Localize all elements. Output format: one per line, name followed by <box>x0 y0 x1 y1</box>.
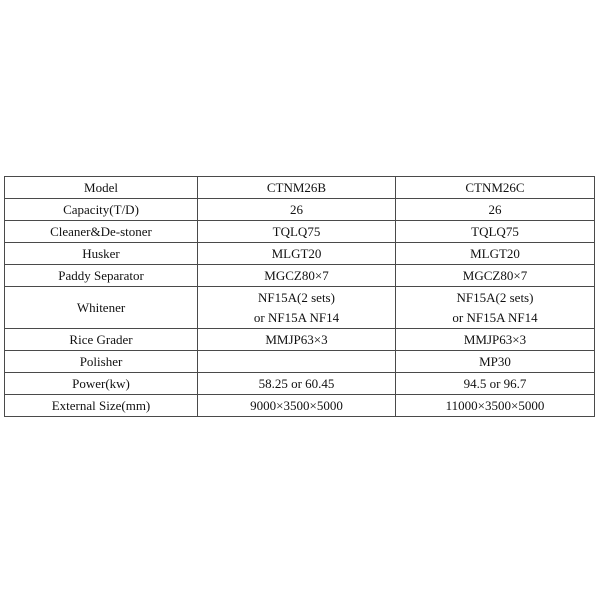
row-label: Paddy Separator <box>5 265 198 287</box>
cell-value: MLGT20 <box>396 243 595 265</box>
cell-line: or NF15A NF14 <box>452 309 538 325</box>
cell-value: TQLQ75 <box>198 221 396 243</box>
cell-value-multiline <box>198 287 396 329</box>
cell-value: MMJP63×3 <box>396 329 595 351</box>
row-label: External Size(mm) <box>5 395 198 417</box>
table-row-cleaner <box>5 221 595 243</box>
table-row-capacity <box>5 199 595 221</box>
header-cell-model: Model <box>5 177 198 199</box>
table-header-row <box>5 177 595 199</box>
cell-value: MGCZ80×7 <box>396 265 595 287</box>
cell-value-multiline <box>396 287 595 329</box>
cell-value: 26 <box>198 199 396 221</box>
header-cell-ctnm26c: CTNM26C <box>396 177 595 199</box>
row-label: Husker <box>5 243 198 265</box>
table-row-paddy-separator <box>5 265 595 287</box>
cell-line: or NF15A NF14 <box>253 309 340 325</box>
cell-line: NF15A(2 sets) <box>456 289 534 305</box>
spec-table <box>4 176 595 417</box>
cell-value <box>198 351 396 373</box>
cell-line: NF15A(2 sets) <box>258 289 335 305</box>
row-label: Power(kw) <box>5 373 198 395</box>
row-label: Whitener <box>5 287 198 329</box>
table-row-polisher <box>5 351 595 373</box>
row-label: Capacity(T/D) <box>5 199 198 221</box>
table-row-external-size <box>5 395 595 417</box>
cell-value: MMJP63×3 <box>198 329 396 351</box>
row-label: Cleaner&De-stoner <box>5 221 198 243</box>
cell-value: 58.25 or 60.45 <box>198 373 396 395</box>
cell-value: MP30 <box>396 351 595 373</box>
cell-value: 94.5 or 96.7 <box>396 373 595 395</box>
row-label: Polisher <box>5 351 198 373</box>
cell-value: 11000×3500×5000 <box>396 395 595 417</box>
row-label: Rice Grader <box>5 329 198 351</box>
cell-value: TQLQ75 <box>396 221 595 243</box>
table-row-husker <box>5 243 595 265</box>
table-row-rice-grader <box>5 329 595 351</box>
cell-value: 9000×3500×5000 <box>198 395 396 417</box>
cell-value: 26 <box>396 199 595 221</box>
table-row-power <box>5 373 595 395</box>
table-row-whitener <box>5 287 595 329</box>
cell-value: MGCZ80×7 <box>198 265 396 287</box>
cell-value: MLGT20 <box>198 243 396 265</box>
header-cell-ctnm26b: CTNM26B <box>198 177 396 199</box>
